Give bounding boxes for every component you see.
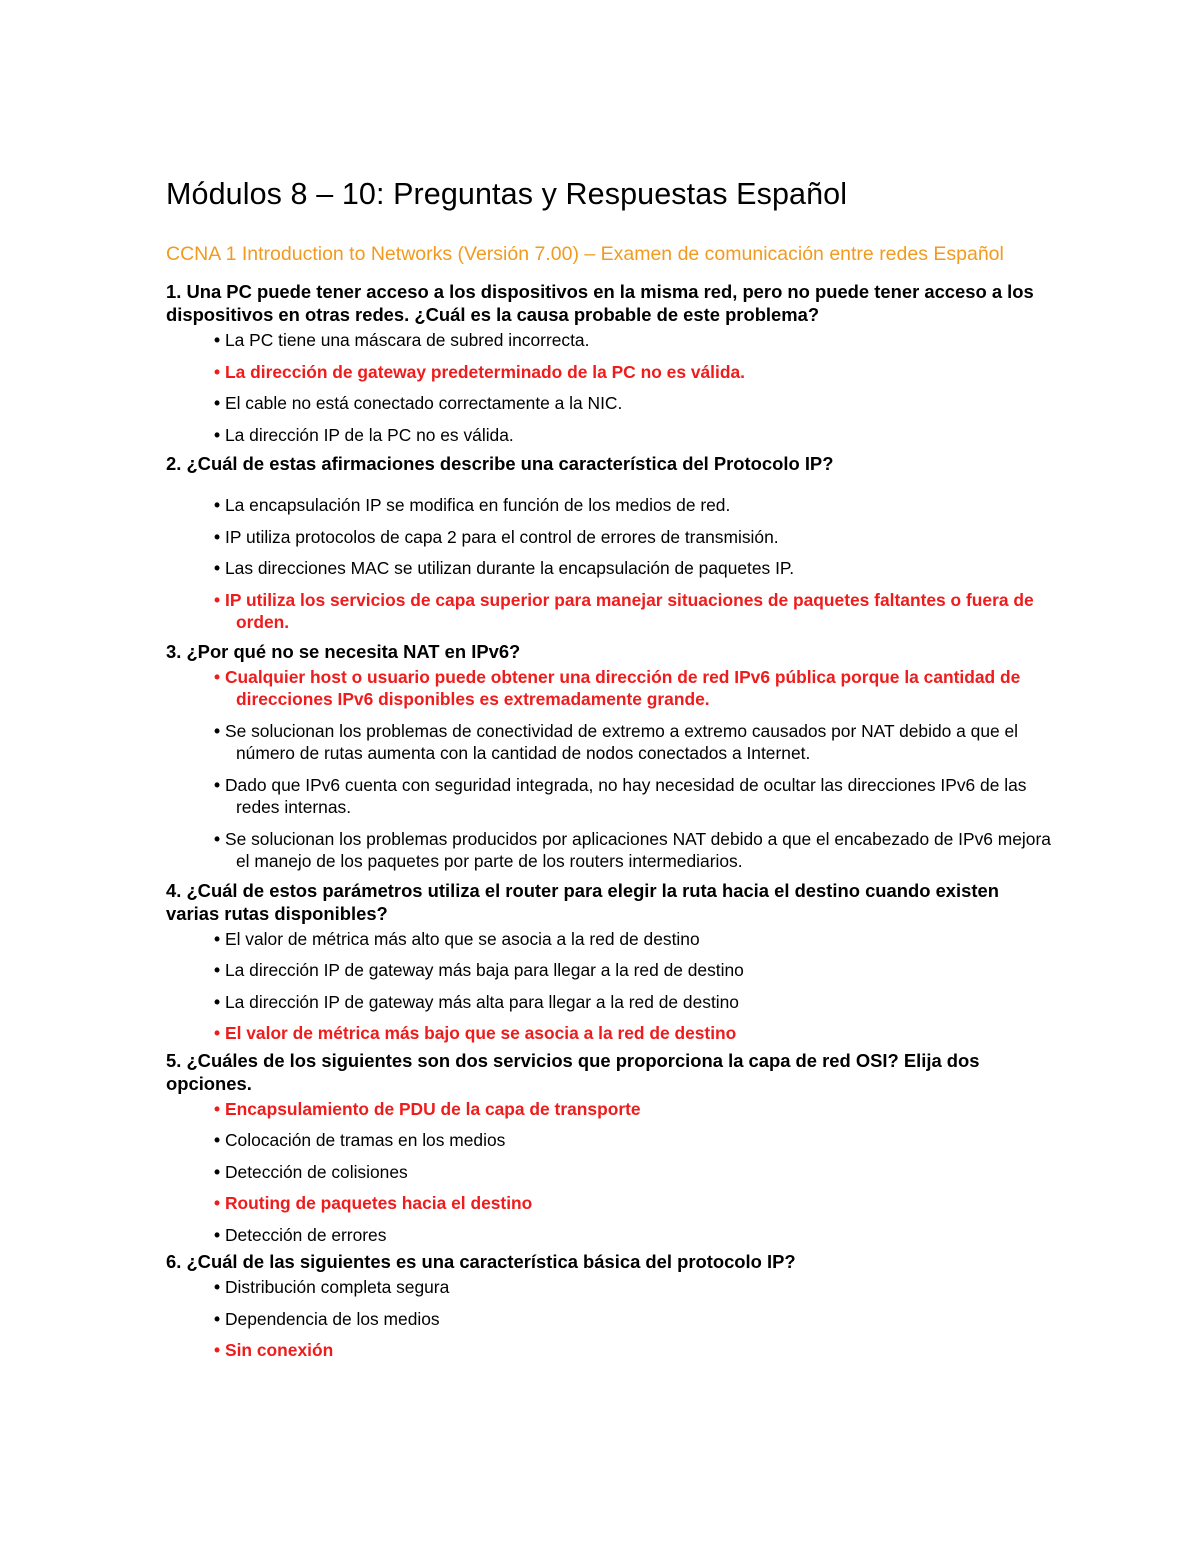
question-4: 4. ¿Cuál de estos parámetros utiliza el router para elegir la ruta hacia el destino cuando existen varias rutas disponibles? bbox=[166, 879, 999, 924]
bullet-icon: • bbox=[214, 828, 221, 849]
answer-option-text: IP utiliza los servicios de capa superior para manejar situaciones de paquetes faltantes o fuera de orden. bbox=[225, 589, 1034, 632]
bullet-icon: • bbox=[214, 1224, 221, 1245]
answer-option-text: Distribución completa segura bbox=[225, 1277, 450, 1297]
answer-option-text: Colocación de tramas en los medios bbox=[225, 1130, 506, 1150]
answer-options bbox=[166, 329, 1046, 446]
answer-option bbox=[214, 424, 1056, 447]
answer-option-text: El valor de métrica más bajo que se asocia a la red de destino bbox=[225, 1023, 737, 1043]
answer-option bbox=[214, 1276, 1056, 1299]
answer-option-text: Dependencia de los medios bbox=[225, 1308, 440, 1329]
bullet-icon: • bbox=[214, 393, 221, 413]
answer-option bbox=[214, 557, 1056, 580]
answer-option bbox=[214, 526, 1056, 549]
answer-options bbox=[166, 928, 1046, 1045]
answer-option-text: Dado que IPv6 cuenta con seguridad integrada, no hay necesidad de ocultar las direcciones IPv6 de las redes internas. bbox=[225, 774, 1027, 817]
bullet-icon: • bbox=[214, 1193, 221, 1213]
bullet-icon: • bbox=[214, 526, 221, 547]
answer-option-text: La dirección de gateway predeterminado de la PC no es válida. bbox=[225, 361, 745, 382]
bullet-icon: • bbox=[214, 589, 221, 610]
answer-options bbox=[166, 1276, 1046, 1362]
answer-option-text: El valor de métrica más alto que se asocia a la red de destino bbox=[225, 928, 700, 949]
answer-option bbox=[214, 720, 1056, 765]
answer-option-text: Sin conexión bbox=[225, 1340, 334, 1360]
answer-option-text: La dirección IP de gateway más alta para llegar a la red de destino bbox=[225, 991, 739, 1012]
bullet-icon: • bbox=[214, 1130, 221, 1150]
document-subtitle: CCNA 1 Introduction to Networks (Versión 7.00) – Examen de comunicación entre redes Español bbox=[166, 243, 1004, 265]
bullet-icon: • bbox=[214, 1098, 221, 1119]
correct-answer-option bbox=[214, 589, 1056, 634]
question-6: 6. ¿Cuál de las siguientes es una característica básica del protocolo IP? bbox=[166, 1251, 796, 1272]
correct-answer-option bbox=[214, 1098, 1056, 1121]
bullet-icon: • bbox=[214, 720, 221, 741]
answer-option-text: El cable no está conectado correctamente a la NIC. bbox=[225, 393, 623, 413]
answer-option-text: La PC tiene una máscara de subred incorrecta. bbox=[225, 330, 590, 350]
answer-option bbox=[214, 774, 1056, 819]
answer-option bbox=[214, 991, 1056, 1014]
correct-answer-option bbox=[214, 1192, 1056, 1215]
bullet-icon: • bbox=[214, 928, 221, 949]
question-1: 1. Una PC puede tener acceso a los dispositivos en la misma red, pero no puede tener acceso a los dispositivos en otras redes. ¿Cuál es la causa probable de este problema? bbox=[166, 281, 1034, 325]
document-title: Módulos 8 – 10: Preguntas y Respuestas Español bbox=[166, 177, 848, 211]
answer-option bbox=[214, 928, 1056, 951]
bullet-icon: • bbox=[214, 960, 221, 980]
answer-option bbox=[214, 494, 1056, 517]
bullet-icon: • bbox=[214, 495, 221, 515]
answer-option bbox=[214, 1129, 1056, 1152]
answer-option-text: Cualquier host o usuario puede obtener una dirección de red IPv6 pública porque la cantidad de direcciones IPv6 disponibles es extremadamente grande. bbox=[225, 666, 1021, 709]
bullet-icon: • bbox=[214, 1277, 221, 1297]
bullet-icon: • bbox=[214, 1161, 221, 1182]
answer-options bbox=[166, 666, 1051, 873]
answer-option-text: Se solucionan los problemas producidos por aplicaciones NAT debido a que el encabezado de IPv6 mejora el manejo de los paquetes por parte de los routers intermediarios. bbox=[225, 828, 1051, 871]
question-list bbox=[166, 280, 1051, 1362]
correct-answer-option bbox=[214, 1339, 1056, 1362]
bullet-icon: • bbox=[214, 666, 221, 687]
answer-option-text: Routing de paquetes hacia el destino bbox=[225, 1193, 533, 1213]
answer-option-text: La dirección IP de gateway más baja para llegar a la red de destino bbox=[225, 960, 744, 980]
answer-options bbox=[166, 494, 1046, 634]
bullet-icon: • bbox=[214, 991, 221, 1012]
bullet-icon: • bbox=[214, 330, 221, 350]
question-3: 3. ¿Por qué no se necesita NAT en IPv6? bbox=[166, 640, 521, 662]
answer-option-text: IP utiliza protocolos de capa 2 para el control de errores de transmisión. bbox=[225, 526, 779, 547]
bullet-icon: • bbox=[214, 1308, 221, 1329]
correct-answer-option bbox=[214, 361, 1056, 384]
correct-answer-option bbox=[214, 1022, 1056, 1045]
answer-option bbox=[214, 1308, 1056, 1331]
answer-option-text: Se solucionan los problemas de conectividad de extremo a extremo causados por NAT debido a que el número de rutas aumenta con la cantidad de nodos conectados a Internet. bbox=[225, 720, 1019, 763]
document-page bbox=[166, 170, 1051, 1362]
bullet-icon: • bbox=[214, 558, 221, 578]
answer-option-text: Detección de errores bbox=[225, 1224, 387, 1245]
question-5: 5. ¿Cuáles de los siguientes son dos servicios que proporciona la capa de red OSI? Elija dos opciones. bbox=[166, 1049, 980, 1094]
answer-options bbox=[166, 1098, 1046, 1247]
answer-option bbox=[214, 828, 1056, 873]
bullet-icon: • bbox=[214, 774, 221, 795]
answer-option-text: Detección de colisiones bbox=[225, 1161, 408, 1182]
correct-answer-option bbox=[214, 666, 1056, 711]
answer-option-text: La encapsulación IP se modifica en función de los medios de red. bbox=[225, 495, 731, 515]
answer-option-text: Las direcciones MAC se utilizan durante la encapsulación de paquetes IP. bbox=[225, 558, 795, 578]
answer-option bbox=[214, 1224, 1056, 1247]
bullet-icon: • bbox=[214, 1023, 221, 1043]
answer-option bbox=[214, 1161, 1056, 1184]
answer-option-text: La dirección IP de la PC no es válida. bbox=[225, 424, 514, 445]
bullet-icon: • bbox=[214, 424, 221, 445]
bullet-icon: • bbox=[214, 1340, 221, 1360]
bullet-icon: • bbox=[214, 361, 221, 382]
answer-option-text: Encapsulamiento de PDU de la capa de transporte bbox=[225, 1098, 641, 1119]
answer-option bbox=[214, 329, 1056, 352]
question-2: 2. ¿Cuál de estas afirmaciones describe una característica del Protocolo IP? bbox=[166, 453, 834, 474]
answer-option bbox=[214, 392, 1056, 415]
answer-option bbox=[214, 959, 1056, 982]
